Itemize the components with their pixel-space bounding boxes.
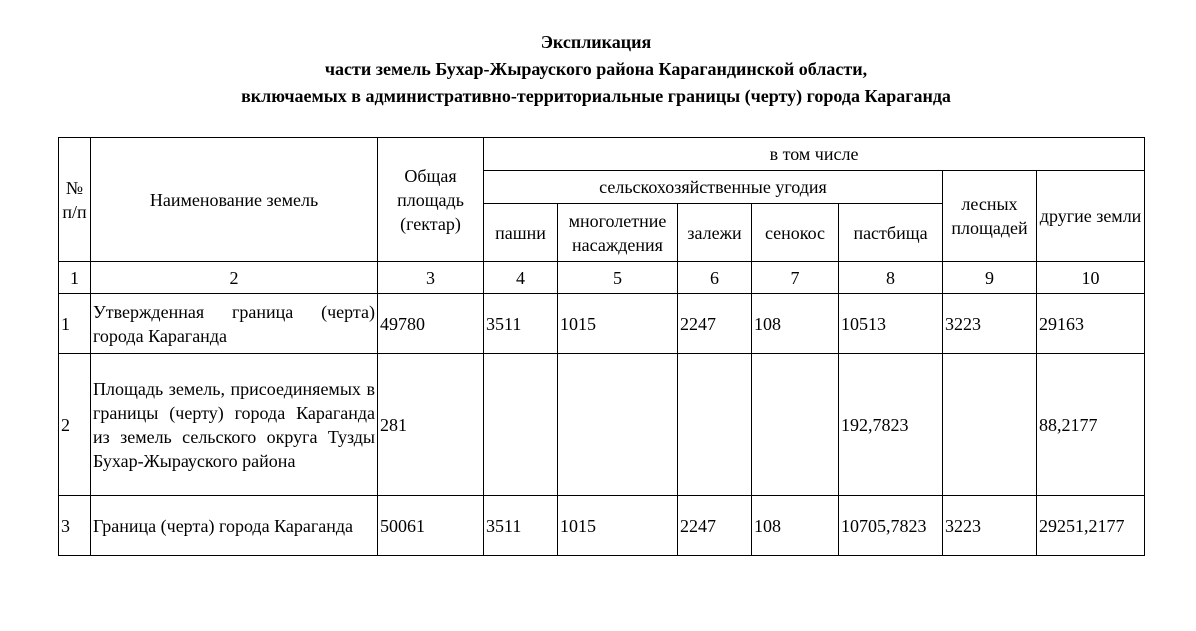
row-forest: 3223 xyxy=(943,496,1037,556)
column-number: 2 xyxy=(91,262,378,294)
row-other: 29251,2177 xyxy=(1037,496,1145,556)
row-name: Площадь земель, присоединяемых в границы (черту) города Караганда из земель сельского округа Тузды Бухар-Жырауского района xyxy=(91,354,378,496)
row-hayfield: 108 xyxy=(752,294,839,354)
column-number: 9 xyxy=(943,262,1037,294)
explication-table xyxy=(58,137,1145,556)
header-fallow: залежи xyxy=(678,204,752,262)
row-arable: 3511 xyxy=(484,496,558,556)
row-pasture: 10705,7823 xyxy=(839,496,943,556)
title-line-3: включаемых в административно-территориальные границы (черту) города Караганда xyxy=(241,86,951,106)
column-number: 8 xyxy=(839,262,943,294)
header-num: № п/п xyxy=(59,138,91,262)
row-num: 2 xyxy=(59,354,91,496)
row-hayfield: 108 xyxy=(752,496,839,556)
header-pasture: пастбища xyxy=(839,204,943,262)
header-total: Общая площадь (гектар) xyxy=(378,138,484,262)
row-num: 3 xyxy=(59,496,91,556)
header-other: другие земли xyxy=(1037,171,1145,262)
header-agricultural: сельскохозяйственные угодия xyxy=(484,171,943,204)
row-total: 50061 xyxy=(378,496,484,556)
row-pasture: 10513 xyxy=(839,294,943,354)
row-pasture: 192,7823 xyxy=(839,354,943,496)
column-number: 4 xyxy=(484,262,558,294)
column-number-row xyxy=(59,262,1145,294)
column-number: 3 xyxy=(378,262,484,294)
title-line-1: Экспликация xyxy=(540,32,652,52)
row-other: 88,2177 xyxy=(1037,354,1145,496)
row-name: Утвержденная граница (черта) города Караганда xyxy=(91,294,378,354)
document-title xyxy=(0,29,1192,110)
header-hayfield: сенокос xyxy=(752,204,839,262)
row-perennial xyxy=(558,354,678,496)
table-row xyxy=(59,354,1145,496)
table-row xyxy=(59,294,1145,354)
column-number: 5 xyxy=(558,262,678,294)
column-number: 6 xyxy=(678,262,752,294)
row-other: 29163 xyxy=(1037,294,1145,354)
row-fallow: 2247 xyxy=(678,496,752,556)
header-including: в том числе xyxy=(484,138,1145,171)
row-fallow: 2247 xyxy=(678,294,752,354)
row-arable: 3511 xyxy=(484,294,558,354)
row-total: 49780 xyxy=(378,294,484,354)
header-name: Наименование земель xyxy=(91,138,378,262)
row-name: Граница (черта) города Караганда xyxy=(91,496,378,556)
row-fallow xyxy=(678,354,752,496)
column-number: 7 xyxy=(752,262,839,294)
header-arable: пашни xyxy=(484,204,558,262)
row-forest xyxy=(943,354,1037,496)
header-forest: лесных площадей xyxy=(943,171,1037,262)
header-row-1 xyxy=(59,138,1145,171)
column-number: 10 xyxy=(1037,262,1145,294)
row-hayfield xyxy=(752,354,839,496)
row-num: 1 xyxy=(59,294,91,354)
row-total: 281 xyxy=(378,354,484,496)
title-line-2: части земель Бухар-Жырауского района Карагандинской области, xyxy=(324,59,868,79)
table-row xyxy=(59,496,1145,556)
row-forest: 3223 xyxy=(943,294,1037,354)
column-number: 1 xyxy=(59,262,91,294)
row-arable xyxy=(484,354,558,496)
row-perennial: 1015 xyxy=(558,294,678,354)
header-perennial: многолетние насаждения xyxy=(558,204,678,262)
row-perennial: 1015 xyxy=(558,496,678,556)
